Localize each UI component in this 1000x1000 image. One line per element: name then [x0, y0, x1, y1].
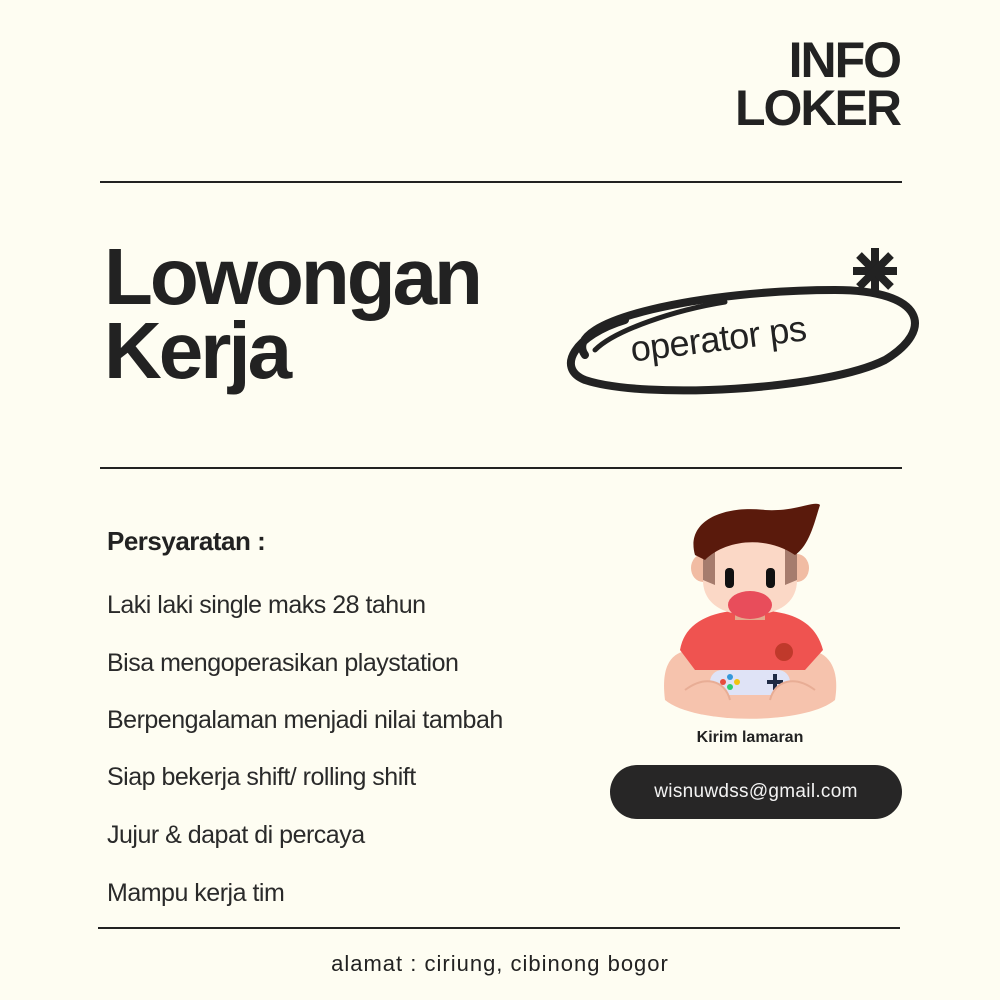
heading-line: INFO: [788, 32, 900, 88]
page-title: [104, 232, 480, 395]
position-label: operator ps: [628, 307, 809, 370]
requirement-item: Siap bekerja shift/ rolling shift: [107, 763, 416, 791]
info-loker-heading: [735, 32, 900, 136]
email-button[interactable]: wisnuwdss@gmail.com: [610, 765, 902, 819]
requirement-item: Jujur & dapat di percaya: [107, 821, 365, 849]
gamer-boy-illustration: [655, 500, 845, 725]
requirement-item: Bisa mengoperasikan playstation: [107, 649, 459, 677]
requirement-item: Laki laki single maks 28 tahun: [107, 591, 426, 619]
heading-line: LOKER: [735, 80, 900, 136]
address: alamat : ciriung, cibinong bogor: [331, 951, 669, 976]
divider: [98, 927, 900, 929]
title-line: Kerja: [104, 306, 290, 395]
requirement-item: Berpengalaman menjadi nilai tambah: [107, 706, 503, 734]
send-application-label: Kirim lamaran: [696, 729, 804, 746]
requirement-item: Mampu kerja tim: [107, 879, 285, 907]
requirements-heading: Persyaratan :: [107, 526, 266, 556]
divider: [100, 467, 902, 469]
title-line: Lowongan: [104, 232, 480, 321]
divider: [100, 181, 902, 183]
